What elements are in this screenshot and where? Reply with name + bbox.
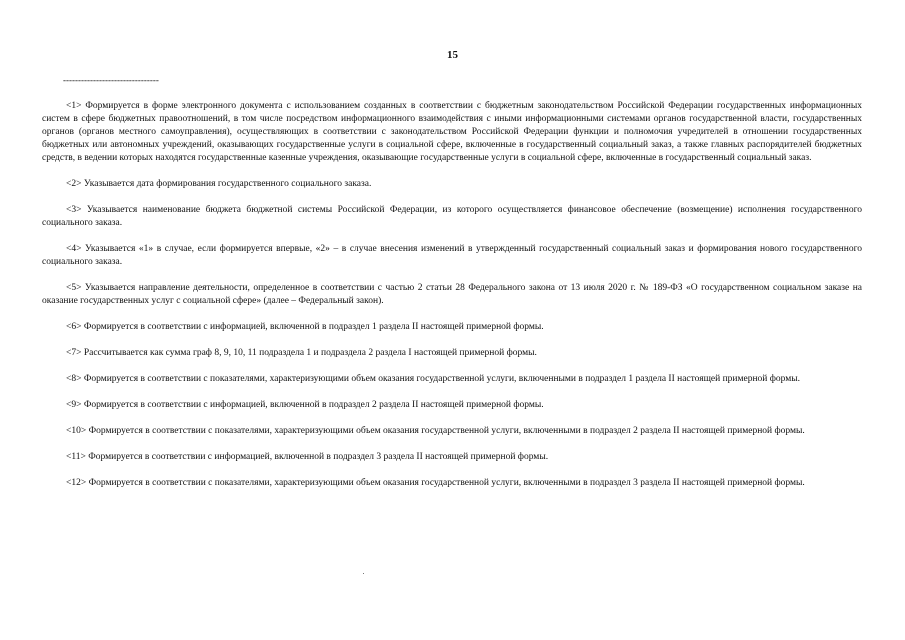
footnote-separator: -------------------------------- (63, 75, 159, 85)
footnote-12: <12> Формируется в соответствии с показателями, характеризующими объем оказания государственной услуги, включенными в подраздел 3 раздела II настоящей примерной формы. (66, 478, 805, 488)
footnote-4: <4> Указывается «1» в случае, если формируется впервые, «2» – в случае внесения изменений в утвержденный государственный социальный заказ и формирования нового государственного социального заказа. (42, 244, 862, 267)
footnote-7: <7> Рассчитывается как сумма граф 8, 9, 10, 11 подраздела 1 и подраздела 2 раздела I настоящей примерной формы. (66, 348, 537, 358)
footnote-11: <11> Формируется в соответствии с информацией, включенной в подраздел 3 раздела II настоящей примерной формы. (66, 452, 549, 462)
footnote-6: <6> Формируется в соответствии с информацией, включенной в подраздел 1 раздела II настоящей примерной формы. (66, 322, 544, 332)
footnote-2: <2> Указывается дата формирования государственного социального заказа. (66, 179, 372, 189)
footnote-8: <8> Формируется в соответствии с показателями, характеризующими объем оказания государственной услуги, включенными в подраздел 1 раздела II настоящей примерной формы. (66, 374, 801, 384)
footnote-1: <1> Формируется в форме электронного документа с использованием созданных в соответствии с бюджетным законодательством Российской Федерации государственных информационных систем в сфере бюджетных правоотношений, в том числе посредством информационного взаимодействия с иными информационными системами органов государственной власти, государственных органов (органов местного самоуправления), осуществляющих в соответствии с законодательством Российской Федерации функции и полномочия учредителей в отношении государственных бюджетных или автономных учреждений, оказывающих государственные услуги в социальной сфере, включенные в государственный социальный заказ, а также главных распорядителей бюджетных средств, в ведении которых находятся государственные казенные учреждения, оказывающие государственные услуги в социальной сфере, включенные в государственный социальный заказ. (42, 101, 862, 163)
footnote-9: <9> Формируется в соответствии с информацией, включенной в подраздел 2 раздела II настоящей примерной формы. (66, 400, 544, 410)
footnote-10: <10> Формируется в соответствии с показателями, характеризующими объем оказания государственной услуги, включенными в подраздел 2 раздела II настоящей примерной формы. (66, 426, 805, 436)
footnotes-list (42, 100, 862, 503)
page-number: 15 (447, 49, 458, 61)
scan-speck (363, 573, 364, 574)
footnote-3: <3> Указывается наименование бюджета бюджетной системы Российской Федерации, из которого осуществляется финансовое обеспечение (возмещение) исполнения государственного социального заказа. (42, 205, 862, 228)
footnote-5: <5> Указывается направление деятельности, определенное в соответствии с частью 2 статьи 28 Федерального закона от 13 июля 2020 г. № 189-ФЗ «О государственном социальном заказе на оказание государственных услуг с социальной сфере» (далее – Федеральный закон). (42, 283, 862, 306)
